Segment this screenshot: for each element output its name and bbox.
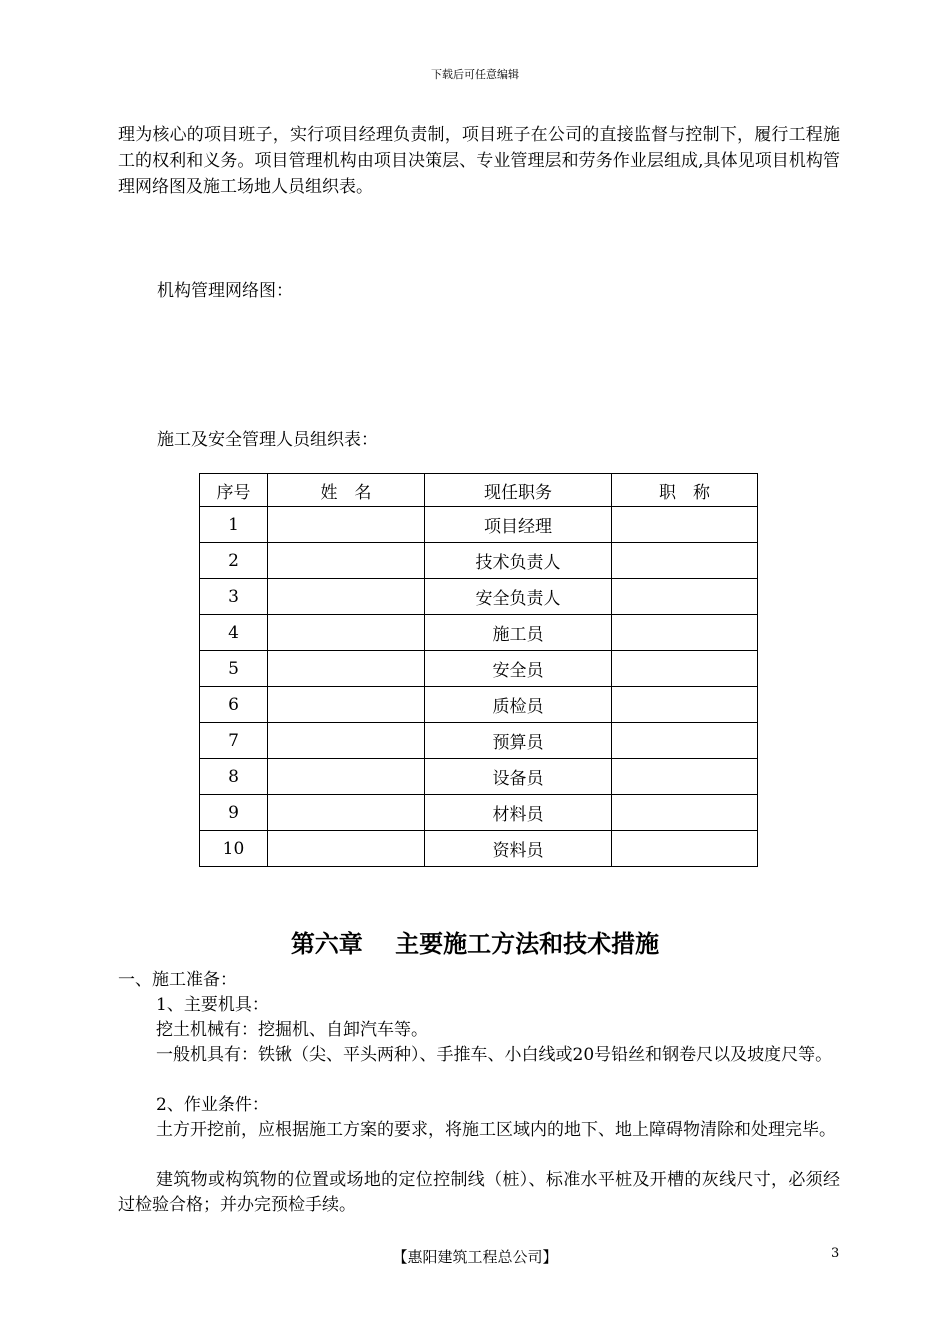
- intro-paragraph: 理为核心的项目班子，实行项目经理负责制，项目班子在公司的直接监督与控制下，履行工程施工的权利和义务。项目管理机构由项目决策层、专业管理层和劳务作业层组成,具体见项目机构管理网络图及施工场地人员组织表。: [118, 125, 840, 197]
- row-title-cell: [612, 831, 758, 867]
- item-1-line-1: 挖土机械有：挖掘机、自卸汽车等。: [156, 1020, 428, 1040]
- row-name-cell: [268, 795, 425, 831]
- row-title-cell: [612, 615, 758, 651]
- network-diagram-label: 机构管理网络图：: [157, 281, 293, 301]
- row-position-cell: 安全员: [425, 651, 612, 687]
- item-2-line-1: 土方开挖前，应根据施工方案的要求，将施工区域内的地下、地上障碍物清除和处理完毕。: [156, 1120, 836, 1140]
- table-row: [200, 723, 758, 759]
- row-number-cell: 2: [200, 543, 268, 579]
- row-name-cell: [268, 723, 425, 759]
- row-title-cell: [612, 507, 758, 543]
- table-row: [200, 687, 758, 723]
- chapter-title: 第六章 主要施工方法和技术措施: [290, 929, 660, 958]
- row-title-cell: [612, 723, 758, 759]
- row-position-cell: 项目经理: [425, 507, 612, 543]
- row-title-cell: [612, 543, 758, 579]
- header-cell-number: 序号: [200, 474, 268, 507]
- row-name-cell: [268, 615, 425, 651]
- row-name-cell: [268, 507, 425, 543]
- row-position-cell: 预算员: [425, 723, 612, 759]
- item-1-line-2: 一般机具有：铁锹（尖、平头两种）、手推车、小白线或20号铅丝和钢卷尺以及坡度尺等。: [156, 1045, 833, 1065]
- row-number-cell: 5: [200, 651, 268, 687]
- table-row: [200, 579, 758, 615]
- row-position-cell: 资料员: [425, 831, 612, 867]
- row-position-cell: 质检员: [425, 687, 612, 723]
- row-position-cell: 施工员: [425, 615, 612, 651]
- item-1-title: 1、主要机具：: [156, 995, 269, 1015]
- row-title-cell: [612, 579, 758, 615]
- row-number-cell: 4: [200, 615, 268, 651]
- row-number-cell: 1: [200, 507, 268, 543]
- row-number-cell: 6: [200, 687, 268, 723]
- staff-organization-table: [199, 473, 758, 867]
- header-cell-position: 现任职务: [425, 474, 612, 507]
- row-number-cell: 10: [200, 831, 268, 867]
- row-title-cell: [612, 687, 758, 723]
- item-2-title: 2、作业条件：: [156, 1095, 269, 1115]
- table-row: [200, 615, 758, 651]
- row-position-cell: 安全负责人: [425, 579, 612, 615]
- row-name-cell: [268, 651, 425, 687]
- row-title-cell: [612, 651, 758, 687]
- header-cell-name: 姓 名: [268, 474, 425, 507]
- table-row: [200, 543, 758, 579]
- table-row: [200, 507, 758, 543]
- row-number-cell: 7: [200, 723, 268, 759]
- row-number-cell: 3: [200, 579, 268, 615]
- item-2-line-2: 建筑物或构筑物的位置或场地的定位控制线（桩）、标准水平桩及开槽的灰线尺寸，必须经过检验合格；并办完预检手续。: [118, 1170, 840, 1215]
- row-position-cell: 材料员: [425, 795, 612, 831]
- staff-table-label: 施工及安全管理人员组织表：: [157, 430, 378, 450]
- header-cell-title: 职 称: [612, 474, 758, 507]
- row-number-cell: 8: [200, 759, 268, 795]
- footer-company: 【惠阳建筑工程总公司】: [392, 1248, 558, 1266]
- page-number: 3: [831, 1246, 840, 1261]
- row-name-cell: [268, 579, 425, 615]
- table-row: [200, 651, 758, 687]
- table-row: [200, 759, 758, 795]
- row-name-cell: [268, 759, 425, 795]
- row-number-cell: 9: [200, 795, 268, 831]
- section-heading: 一、施工准备：: [118, 970, 237, 990]
- row-name-cell: [268, 687, 425, 723]
- page-header: 下载后可任意编辑: [431, 68, 519, 81]
- table-row: [200, 831, 758, 867]
- table-row: [200, 795, 758, 831]
- row-position-cell: 技术负责人: [425, 543, 612, 579]
- row-name-cell: [268, 543, 425, 579]
- row-position-cell: 设备员: [425, 759, 612, 795]
- table-header-row: [200, 474, 758, 507]
- row-name-cell: [268, 831, 425, 867]
- row-title-cell: [612, 759, 758, 795]
- row-title-cell: [612, 795, 758, 831]
